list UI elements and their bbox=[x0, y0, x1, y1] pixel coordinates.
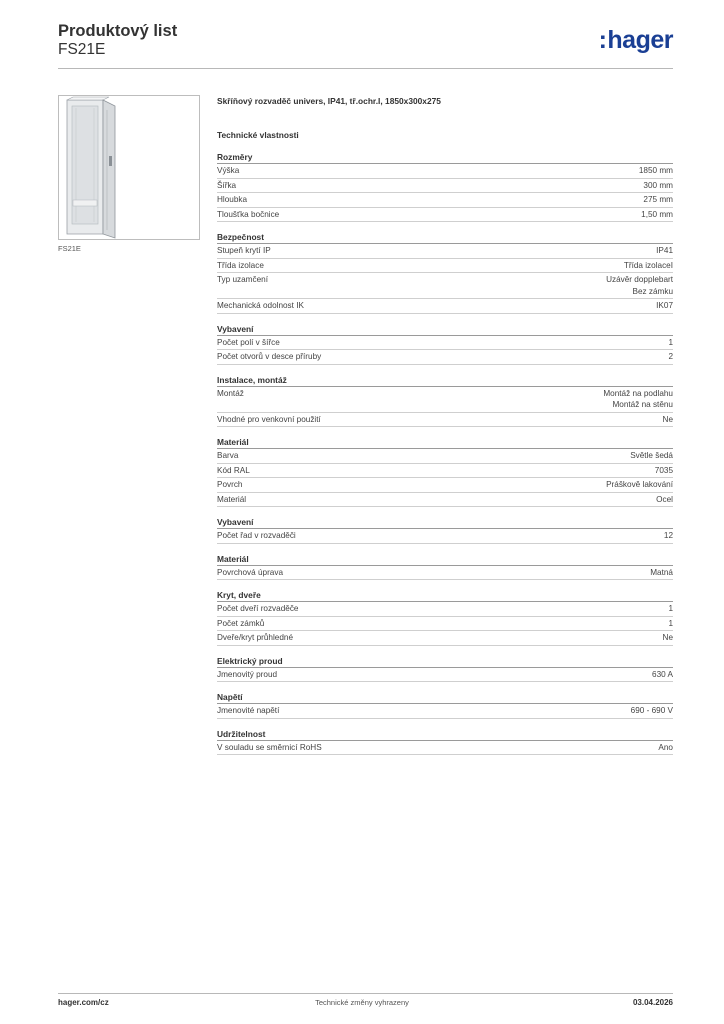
product-description: Skříňový rozvaděč univers, IP41, tř.ochr.I, 1850x300x275 bbox=[217, 96, 441, 106]
spec-label: Povrchová úprava bbox=[217, 567, 283, 577]
spec-section bbox=[217, 437, 673, 507]
spec-value: Ne bbox=[662, 414, 673, 424]
section-title: Vybavení bbox=[217, 324, 673, 336]
spec-label: Vhodné pro venkovní použití bbox=[217, 414, 321, 424]
spec-row bbox=[217, 741, 673, 756]
cabinet-illustration bbox=[59, 96, 199, 239]
spec-label: Tloušťka bočnice bbox=[217, 209, 280, 219]
spec-row bbox=[217, 244, 673, 259]
spec-section bbox=[217, 692, 673, 719]
spec-row bbox=[217, 193, 673, 208]
spec-value: 275 mm bbox=[643, 195, 673, 204]
spec-label: Počet otvorů v desce příruby bbox=[217, 352, 322, 361]
spec-value: Ano bbox=[658, 742, 673, 752]
spec-label: Jmenovité napětí bbox=[217, 706, 280, 715]
spec-value: 1 bbox=[668, 604, 673, 613]
spec-value: Uzávěr dopplebart Bez zámku bbox=[606, 275, 673, 296]
spec-label: V souladu se směrnicí RoHS bbox=[217, 742, 322, 752]
hager-logo: :hager bbox=[598, 26, 673, 54]
spec-value: IP41 bbox=[656, 246, 673, 255]
spec-value: 1850 mm bbox=[638, 166, 673, 175]
spec-value: 12 bbox=[663, 531, 673, 540]
spec-value: Práškově lakování bbox=[606, 480, 673, 489]
spec-row bbox=[217, 529, 673, 544]
product-code: FS21E bbox=[58, 41, 106, 58]
spec-value: 1 bbox=[668, 337, 673, 347]
spec-label: Počet řad v rozvaděči bbox=[217, 531, 296, 540]
product-image bbox=[58, 95, 200, 240]
spec-row bbox=[217, 208, 673, 223]
spec-row bbox=[217, 566, 673, 581]
spec-label: Jmenovitý proud bbox=[217, 669, 278, 679]
spec-row bbox=[217, 602, 673, 617]
spec-section bbox=[217, 729, 673, 756]
spec-row bbox=[217, 413, 673, 428]
spec-value: 300 mm bbox=[643, 180, 673, 190]
logo-text: hager bbox=[607, 26, 673, 54]
spec-label: Stupeň krytí IP bbox=[217, 246, 271, 255]
spec-value: 2 bbox=[668, 352, 673, 361]
spec-value: 630 A bbox=[652, 669, 673, 679]
section-title: Instalace, montáž bbox=[217, 375, 673, 387]
spec-section bbox=[217, 656, 673, 683]
spec-label: Typ uzamčení bbox=[217, 275, 268, 284]
spec-row bbox=[217, 704, 673, 719]
spec-value: 690 - 690 V bbox=[630, 706, 673, 715]
spec-label: Hloubka bbox=[217, 195, 248, 204]
section-title: Vybavení bbox=[217, 517, 673, 529]
section-title: Udržitelnost bbox=[217, 729, 673, 741]
spec-label: Šířka bbox=[217, 180, 237, 190]
spec-label: Třída izolace bbox=[217, 260, 264, 270]
spec-label: Počet dveří rozvaděče bbox=[217, 604, 299, 613]
spec-row bbox=[217, 449, 673, 464]
spec-label: Výška bbox=[217, 166, 240, 175]
spec-value: 1,50 mm bbox=[641, 209, 673, 219]
section-title: Bezpečnost bbox=[217, 232, 673, 244]
spec-label: Montáž bbox=[217, 388, 244, 398]
section-title: Napětí bbox=[217, 692, 673, 704]
spec-value: Montáž na podlahu Montáž na stěnu bbox=[603, 388, 673, 409]
spec-section bbox=[217, 590, 673, 646]
spec-row bbox=[217, 350, 673, 365]
header-divider bbox=[58, 68, 673, 69]
spec-label: Mechanická odolnost IK bbox=[217, 301, 304, 310]
spec-row bbox=[217, 478, 673, 493]
image-caption: FS21E bbox=[58, 244, 81, 253]
product-content bbox=[217, 96, 673, 755]
technical-properties-title: Technické vlastnosti bbox=[217, 130, 299, 140]
spec-row bbox=[217, 179, 673, 194]
spec-value: Ocel bbox=[656, 494, 673, 504]
section-title: Rozměry bbox=[217, 152, 673, 164]
spec-row bbox=[217, 336, 673, 351]
section-title: Kryt, dveře bbox=[217, 590, 673, 602]
document-title: Produktový list bbox=[58, 22, 178, 40]
spec-value: 7035 bbox=[654, 465, 673, 475]
spec-label: Materiál bbox=[217, 494, 247, 504]
section-title: Materiál bbox=[217, 554, 673, 566]
spec-value: IK07 bbox=[656, 301, 673, 310]
spec-value: Matná bbox=[650, 567, 673, 577]
footer-date: 03.04.2026 bbox=[632, 998, 673, 1007]
spec-row bbox=[217, 259, 673, 274]
footer-website: hager.com/cz bbox=[58, 998, 109, 1007]
spec-row bbox=[217, 493, 673, 508]
spec-section bbox=[217, 152, 673, 222]
page-header bbox=[58, 20, 673, 68]
spec-row bbox=[217, 617, 673, 632]
spec-label: Povrch bbox=[217, 480, 243, 489]
spec-row bbox=[217, 299, 673, 314]
spec-section bbox=[217, 232, 673, 314]
section-title: Materiál bbox=[217, 437, 673, 449]
spec-label: Kód RAL bbox=[217, 465, 250, 475]
spec-section bbox=[217, 375, 673, 428]
spec-value: 1 bbox=[668, 618, 673, 628]
spec-value: Třída izolaceI bbox=[623, 260, 673, 270]
spec-value: Ne bbox=[662, 633, 673, 642]
spec-row bbox=[217, 668, 673, 683]
spec-row bbox=[217, 387, 673, 413]
spec-row bbox=[217, 273, 673, 299]
spec-label: Počet zámků bbox=[217, 618, 265, 628]
spec-row bbox=[217, 631, 673, 646]
spec-section bbox=[217, 324, 673, 365]
spec-label: Dveře/kryt průhledné bbox=[217, 633, 293, 642]
section-title: Elektrický proud bbox=[217, 656, 673, 668]
footer-divider bbox=[58, 993, 673, 994]
spec-section bbox=[217, 554, 673, 581]
spec-sections bbox=[217, 152, 673, 755]
spec-section bbox=[217, 517, 673, 544]
spec-value: Světle šedá bbox=[630, 451, 673, 460]
spec-label: Počet polí v šířce bbox=[217, 337, 280, 347]
footer-notice: Technické změny vyhrazeny bbox=[315, 998, 409, 1007]
spec-label: Barva bbox=[217, 451, 239, 460]
spec-row bbox=[217, 164, 673, 179]
spec-row bbox=[217, 464, 673, 479]
